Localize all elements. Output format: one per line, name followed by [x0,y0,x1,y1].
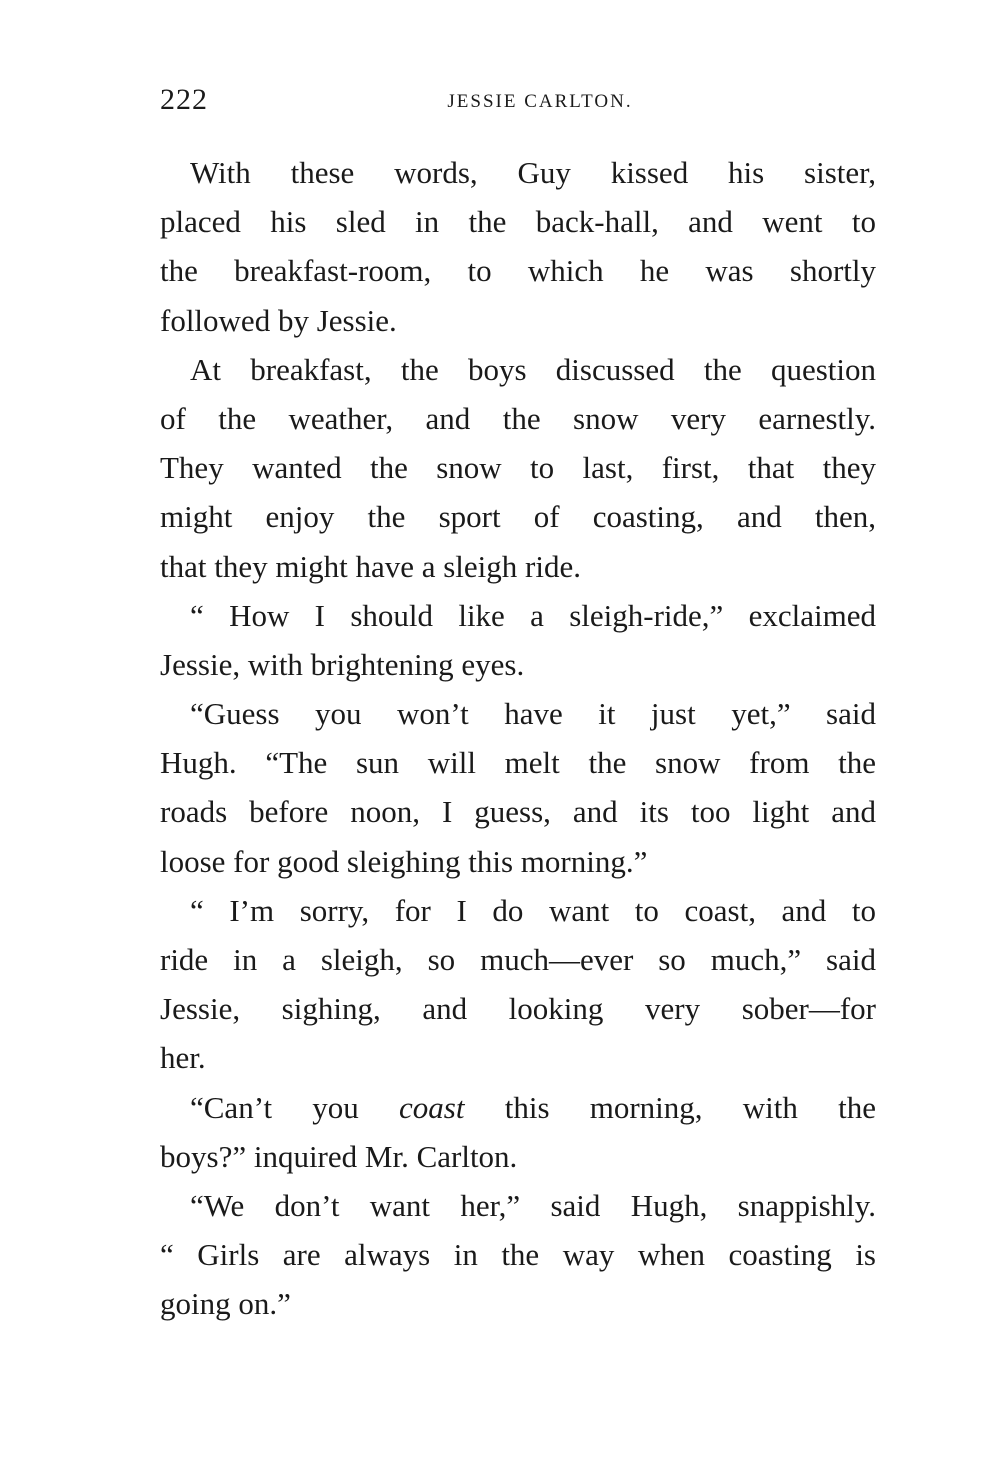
text-line: that they might have a sleigh ride. [160,548,581,584]
paragraph-6 [160,1083,876,1181]
text-line: They wanted the snow to last, first, that they [160,450,876,486]
text-line: With these words, Guy kissed his sister, [190,155,876,190]
paragraph-7 [160,1181,876,1329]
page-number: 222 [160,83,208,116]
text-line: “ Girls are always in the way when coasting is [160,1237,876,1273]
text-line: followed by Jessie. [160,302,397,338]
text-line: Jessie, with brightening eyes. [160,646,525,682]
paragraph-3 [160,591,876,689]
text-line: “We don’t want her,” said Hugh, snappishly. [190,1187,876,1223]
text-line: might enjoy the sport of coasting, and then, [160,499,876,535]
paragraph-4 [160,689,876,886]
text-line: of the weather, and the snow very earnestly. [160,400,876,436]
text-line: going on.” [160,1286,291,1322]
text-line: placed his sled in the back-hall, and went to [160,204,876,240]
text-line: boys?” inquired Mr. Carlton. [160,1138,518,1174]
text-line: At breakfast, the boys discussed the question [190,351,876,387]
text-line: roads before noon, I guess, and its too light and [160,794,876,830]
paragraph-1 [160,148,876,345]
body-text [160,148,876,1329]
text-fragment: “Can’t you [190,1089,400,1125]
paragraph-5 [160,886,876,1083]
paragraph-2 [160,345,876,591]
text-line: the breakfast-room, to which he was shortly [160,253,876,289]
text-line: loose for good sleighing this morning.” [160,843,648,879]
text-line: Hugh. “The sun will melt the snow from the [160,745,876,781]
italic-word: coast [399,1089,465,1125]
text-line: “Guess you won’t have it just yet,” said [190,696,876,732]
text-line: “ How I should like a sleigh-ride,” exclaimed [190,597,876,633]
text-line: “ I’m sorry, for I do want to coast, and to [190,892,876,928]
running-head [160,80,880,120]
text-fragment: this morning, with the [464,1089,876,1125]
text-line: her. [160,1040,206,1076]
running-title: JESSIE CARLTON. [447,91,633,112]
text-line: ride in a sleigh, so much—ever so much,” said [160,942,876,977]
text-line: Jessie, sighing, and looking very sober—for [160,991,876,1027]
text-line [160,1083,876,1132]
